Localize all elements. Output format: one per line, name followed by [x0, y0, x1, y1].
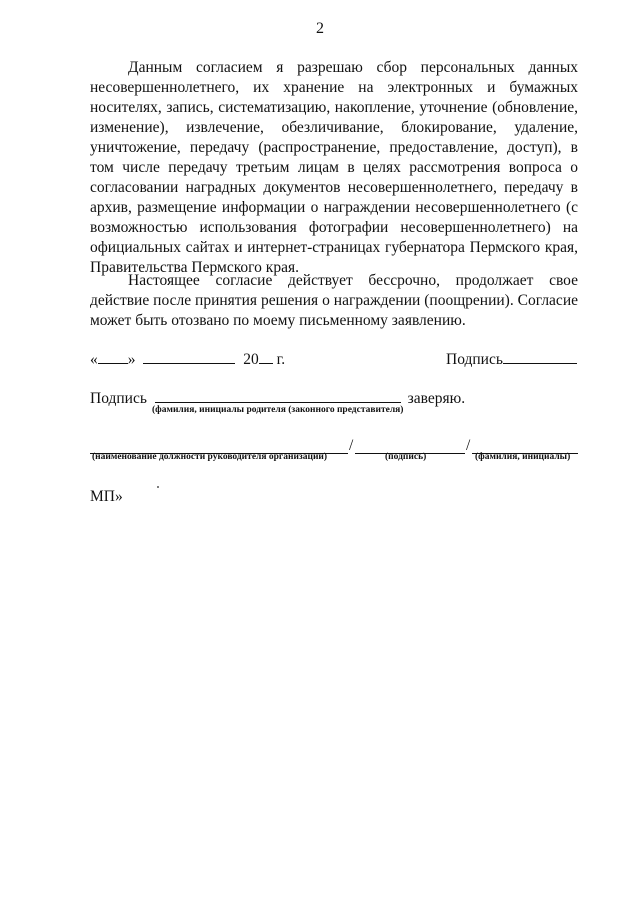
signature-label: Подпись: [446, 351, 503, 368]
year-prefix: 20: [243, 351, 259, 368]
name-caption: (фамилия, инициалы): [475, 452, 571, 462]
stamp-label: МП»: [90, 488, 123, 505]
validity-paragraph: Настоящее согласие действует бессрочно, продолжает свое действие после принятия решения о награждении (поощрении). Согласие может быть отозвано по моему письменному заявлению.: [90, 272, 578, 329]
year-suffix: г.: [276, 351, 286, 368]
signature-blank[interactable]: [503, 349, 577, 364]
signature-block: [446, 349, 577, 369]
parent-name-caption: (фамилия, инициалы родителя (законного представителя): [152, 405, 404, 415]
date-open-quote: «: [90, 351, 98, 368]
signature-caption: (подпись): [385, 452, 427, 462]
parent-name-blank[interactable]: [155, 388, 401, 403]
date-line: [90, 349, 285, 369]
slash-1: /: [349, 437, 354, 454]
certify-prefix: Подпись: [90, 390, 147, 407]
day-blank[interactable]: [98, 349, 128, 364]
scan-speck: [157, 486, 159, 488]
slash-2: /: [466, 437, 471, 454]
year-blank[interactable]: [259, 349, 273, 364]
position-caption: (наименование должности руководителя организации): [92, 452, 328, 462]
page-number: 2: [316, 20, 324, 37]
date-close-quote: »: [127, 351, 136, 368]
certify-suffix: заверяю.: [407, 390, 466, 407]
month-blank[interactable]: [143, 349, 235, 364]
consent-paragraph: Данным согласием я разрешаю сбор персональных данных несовершеннолетнего, их хранение на электронных и бумажных носителях, запись, систематизацию, накопление, уточнение (обновление, изменение), извлечение, обезличивание, блокирование, удаление, уничтожение, передачу (распространение, предоставление, доступ), в том числе передачу третьим лицам в целях рассмотрения вопроса о согласовании наградных документов несовершеннолетнего, передачу в архив, размещение информации о награждении несовершеннолетнего (с возможностью использования фотографии несовершеннолетнего) на официальных сайтах и интернет-страницах губернатора Пермского края, Правительства Пермского края.: [90, 59, 578, 276]
